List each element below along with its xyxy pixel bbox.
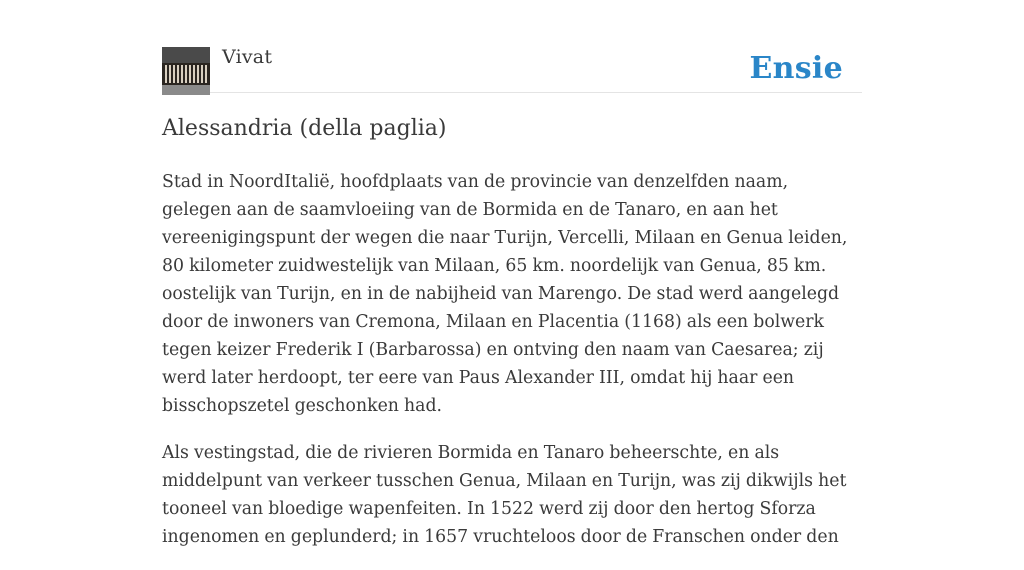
article-body — [162, 168, 862, 570]
article-page — [162, 0, 862, 547]
page-title: Alessandria (della paglia) — [162, 116, 447, 141]
library-books-icon — [162, 47, 210, 95]
article-paragraph: Als vestingstad, die de rivieren Bormida en Tanaro beheerschte, en als middelpunt van verkeer tusschen Genua, Milaan en Turijn, was zij dikwijls het tooneel van bloedige wapenfeiten. In 1522 werd zij door den hertog Sforza ingenomen en geplunderd; in 1657 vruchteloos door de Franschen onder den — [162, 443, 847, 547]
header — [162, 0, 862, 93]
brand-logo[interactable]: Ensie — [749, 51, 843, 86]
author-name[interactable]: Vivat — [222, 46, 273, 68]
avatar[interactable] — [162, 47, 210, 95]
article-paragraph: Stad in NoordItalië, hoofdplaats van de provincie van denzelfden naam, gelegen aan de saamvloeiing van de Bormida en de Tanaro, en aan het vereenigingspunt der wegen die naar Turijn, Vercelli, Milaan en Genua leiden, 80 kilometer zuidwestelijk van Milaan, 65 km. noordelijk van Genua, 85 km. oostelijk van Turijn, en in de nabijheid van Marengo. De stad werd aangelegd door de inwoners van Cremona, Milaan en Placentia (1168) als een bolwerk tegen keizer Frederik I (Barbarossa) en ontving den naam van Caesarea; zij werd later herdoopt, ter eere van Paus Alexander III, omdat hij haar een bisschopszetel geschonken had. — [162, 172, 848, 416]
